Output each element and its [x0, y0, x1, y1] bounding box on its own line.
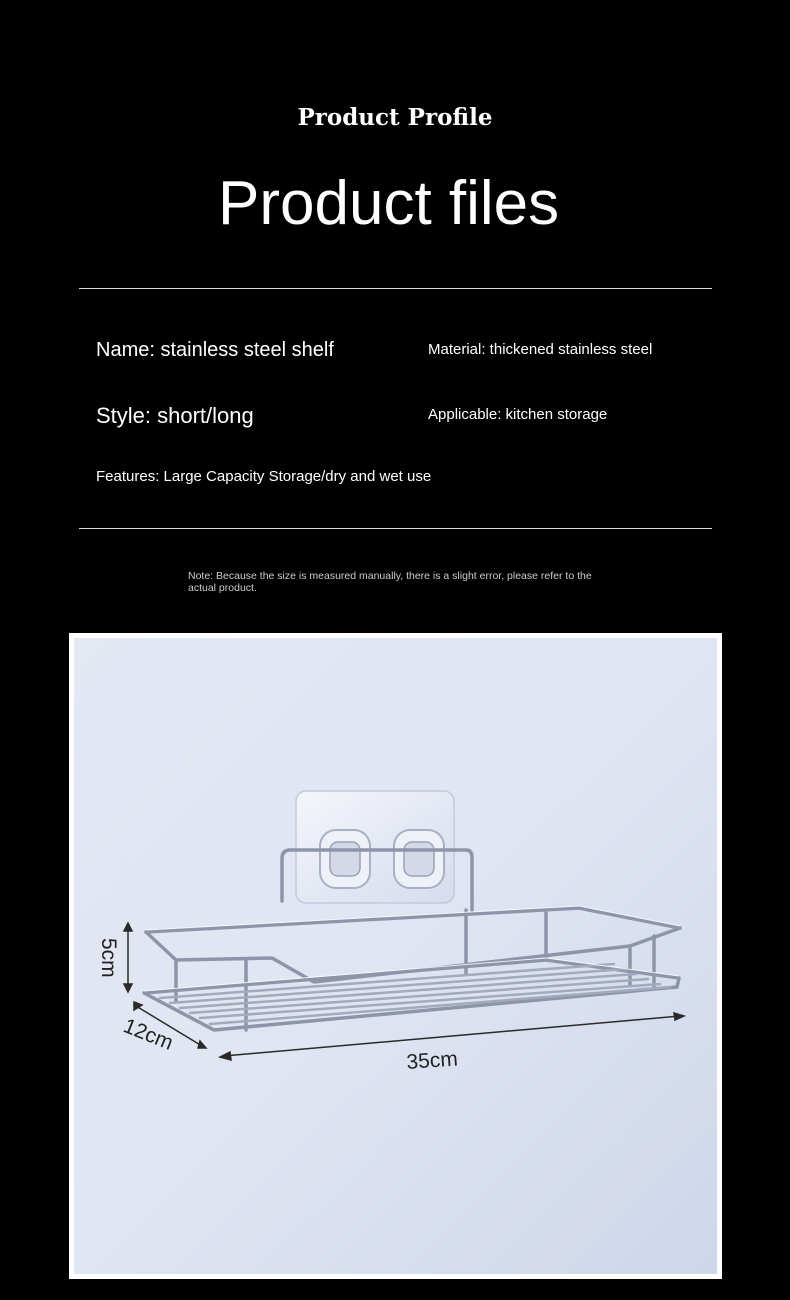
top-divider	[79, 288, 712, 289]
product-photo-frame	[69, 633, 722, 1279]
dimension-height-label: 5cm	[97, 938, 120, 978]
dimension-depth-label: 12cm	[120, 1014, 177, 1055]
product-files-title: Product files	[218, 169, 560, 238]
spec-features: Features: Large Capacity Storage/dry and wet use	[96, 468, 432, 485]
product-photo	[74, 638, 717, 1274]
spec-applicable: Applicable: kitchen storage	[428, 406, 608, 423]
bottom-divider	[79, 528, 712, 529]
measurement-note: Note: Because the size is measured manually, there is a slight error, please refer to the actual product.	[188, 570, 592, 594]
hook-icon	[320, 830, 370, 888]
spec-style: Style: short/long	[96, 403, 254, 428]
hook-icon	[394, 830, 444, 888]
product-profile-subtitle: Product Profile	[297, 104, 493, 131]
spec-material: Material: thickened stainless steel	[428, 341, 653, 358]
spec-name: Name: stainless steel shelf	[96, 339, 334, 361]
dimension-width-label: 35cm	[405, 1047, 459, 1074]
